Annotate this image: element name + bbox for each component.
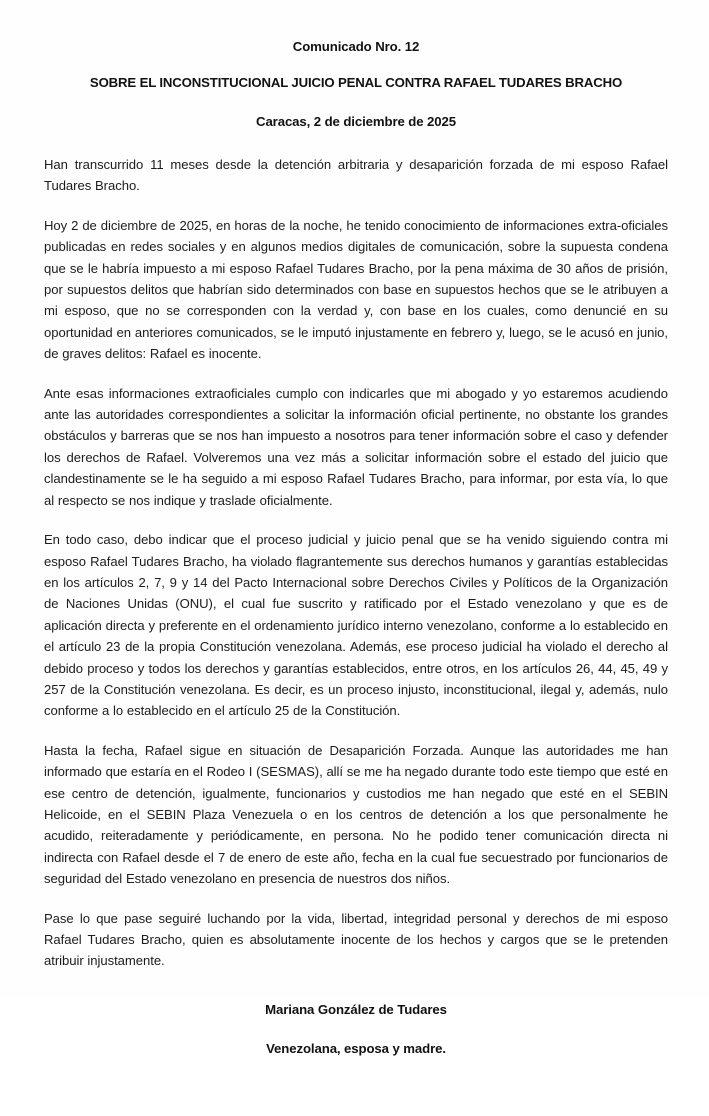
signature-name: Mariana González de Tudares bbox=[265, 1001, 447, 1017]
paragraph: Pase lo que pase seguiré luchando por la vida, libertad, integridad personal y derechos de mi esposo Rafael Tudares Bracho, quien es absolutamente inocente de los hechos y cargos que se le pretenden atribuir injustamente. bbox=[44, 910, 668, 969]
paragraph: Hoy 2 de diciembre de 2025, en horas de la noche, he tenido conocimiento de informaciones extra-oficiales publicadas en redes sociales y en algunos medios digitales de comunicación, sobre la supuesta condena que se le habría impuesto a mi esposo Rafael Tudares Bracho, por la pena máxima de 30 años de prisión, por supuestos delitos que habrían sido determinados con base en supuestos hechos que se le atribuyen a mi esposo, que no se corresponden con la verdad y, con base en los cuales, como denuncié en su oportunidad en anteriores comunicados, se le imputó injustamente en febrero y, luego, se le acusó en junio, de graves delitos: Rafael es inocente. bbox=[44, 217, 668, 362]
document-subtitle: SOBRE EL INCONSTITUCIONAL JUICIO PENAL CONTRA RAFAEL TUDARES BRACHO bbox=[89, 75, 623, 90]
signature-role: Venezolana, esposa y madre. bbox=[266, 1040, 446, 1056]
paragraph: Hasta la fecha, Rafael sigue en situación de Desaparición Forzada. Aunque las autoridades me han informado que estaría en el Rodeo I (SESMAS), allí se me ha negado durante todo este tiempo que esté en ese centro de detención, igualmente, funcionarios y custodios me han negado que esté en el SEBIN Helicoide, en el SEBIN Plaza Venezuela o en los centros de detención a los que personalmente he acudido, reiteradamente y periódicamente, en persona. No he podido tener comunicación directa ni indirecta con Rafael desde el 7 de enero de este año, fecha en la cual fue secuestrado por funcionarios de seguridad del Estado venezolano en presencia de nuestros dos niños. bbox=[44, 742, 668, 887]
paragraph: En todo caso, debo indicar que el proceso judicial y juicio penal que se ha venido siguiendo contra mi esposo Rafael Tudares Bracho, ha violado flagrantemente sus derechos humanos y garantías establecidas en los artículos 2, 7, 9 y 14 del Pacto Internacional sobre Derechos Civiles y Políticos de la Organización de Naciones Unidas (ONU), el cual fue suscrito y ratificado por el Estado venezolano y que es de aplicación directa y preferente en el ordenamiento jurídico interno venezolano, conforme a lo establecido en el artículo 23 de la propia Constitución venezolana. Además, ese proceso judicial ha violado el derecho al debido proceso y todos los derechos y garantías establecidos, entre otros, en los artículos 26, 44, 45, 49 y 257 de la Constitución venezolana. Es decir, es un proceso injusto, inconstitucional, ilegal y, además, nulo conforme a lo establecido en el artículo 25 de la Constitución. bbox=[44, 532, 668, 719]
document-body bbox=[44, 154, 668, 972]
paragraph: Ante esas informaciones extraoficiales cumplo con indicarles que mi abogado y yo estaremos acudiendo ante las autoridades correspondientes a solicitar la información oficial pertinente, no obstante los grandes obstáculos y barreras que se nos han impuesto a nosotros para tener información sobre el caso y defender los derechos de Rafael. Volveremos una vez más a solicitar información sobre el estado del juicio que clandestinamente se le ha seguido a mi esposo Rafael Tudares Bracho, para informar, por esta vía, lo que al respecto se nos indique y traslade oficialmente. bbox=[44, 385, 668, 508]
bottom-spacer bbox=[44, 1058, 668, 1116]
page-title: Comunicado Nro. 12 bbox=[292, 39, 420, 54]
place-and-date: Caracas, 2 de diciembre de 2025 bbox=[256, 114, 456, 129]
paragraph: Han transcurrido 11 meses desde la detención arbitraria y desaparición forzada de mi esposo Rafael Tudares Bracho. bbox=[44, 157, 668, 194]
document-content bbox=[44, 0, 668, 1116]
signature-block bbox=[44, 1001, 668, 1058]
